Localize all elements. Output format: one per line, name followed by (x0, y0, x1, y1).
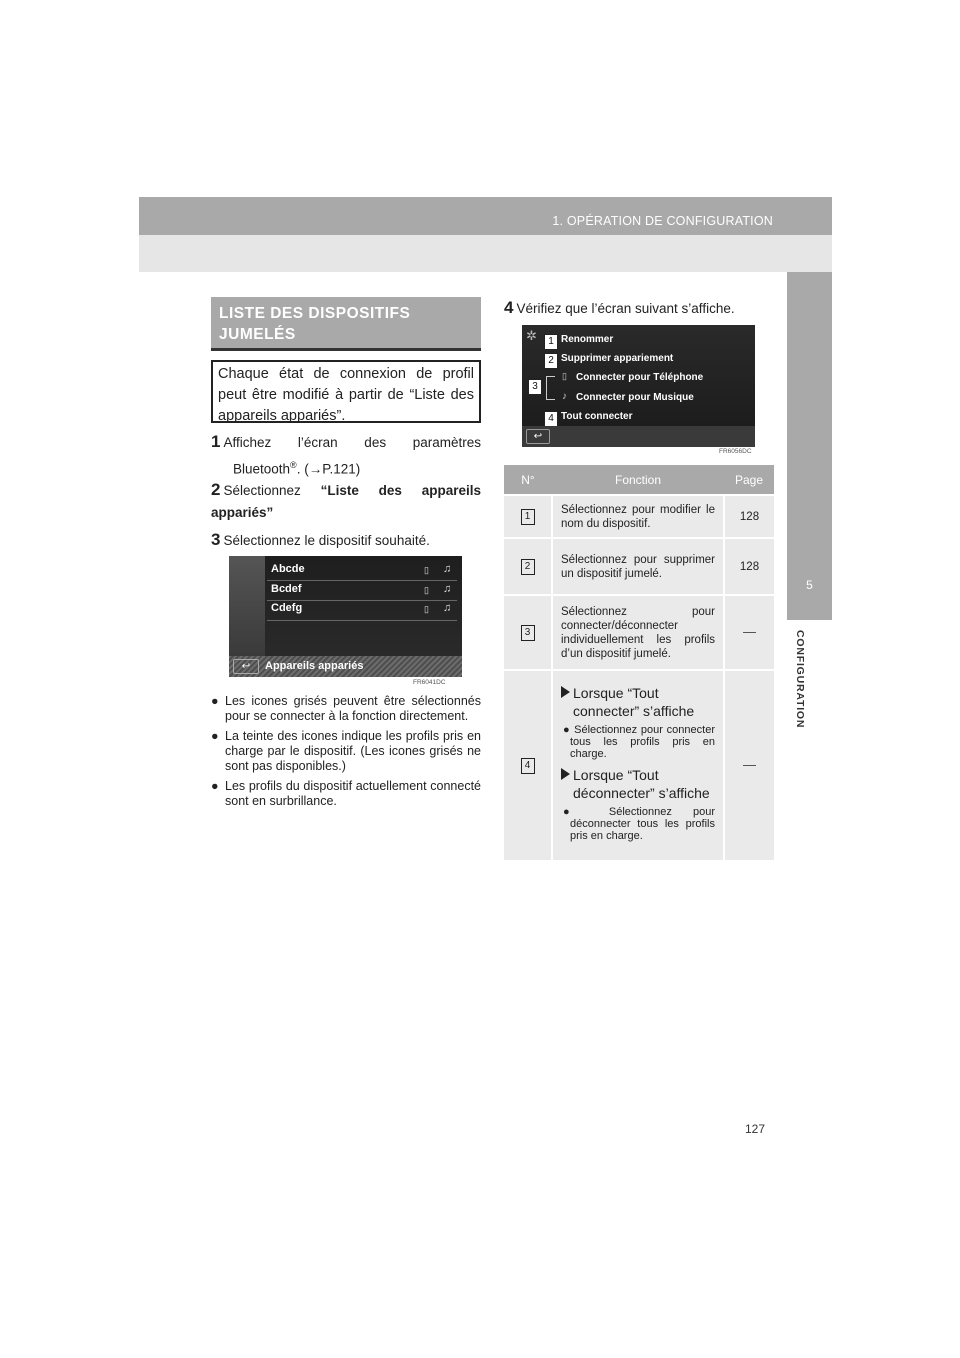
table-row (504, 538, 774, 595)
step-number: 4 (504, 298, 514, 317)
triangle-icon (561, 768, 570, 780)
bullet-icon: ● (211, 729, 219, 743)
step-number: 3 (211, 530, 221, 549)
menu-item-connect-music[interactable]: Connecter pour Musique (576, 392, 694, 403)
section-underline (211, 348, 481, 351)
back-icon: ↩ (241, 661, 251, 672)
number-box: 2 (521, 559, 535, 575)
menu-item-delete-pairing[interactable]: Supprimer appariement (561, 353, 674, 364)
function-table (504, 465, 774, 860)
step-4 (504, 297, 774, 320)
triangle-icon (561, 686, 570, 698)
dash (743, 765, 756, 766)
row-page[interactable]: 128 (724, 538, 774, 595)
list-item (211, 779, 481, 809)
step-3 (211, 529, 481, 552)
note-text: La teinte des icones indique les profils pris en charge par le dispositif. (Les icones grisés ne sont pas disponibles.) (225, 729, 481, 773)
step-text-bold: “Liste des appareils appariés” (211, 483, 481, 520)
screen-side-panel (229, 556, 265, 656)
table-header-row (504, 465, 774, 495)
table-row (504, 495, 774, 538)
music-icon[interactable]: ♫ (443, 602, 452, 614)
phone-icon: ▯ (562, 371, 567, 381)
callout-2: 2 (544, 353, 558, 369)
callout-4: 4 (544, 411, 558, 427)
note-text: Les icones grisés peuvent être sélectionnés pour se connecter à la fonction directement. (225, 694, 481, 723)
step-text-cont: . ( (296, 461, 309, 477)
page-ref-link[interactable]: P.121) (322, 461, 361, 477)
menu-item-connect-all[interactable]: Tout connecter (561, 411, 633, 422)
subheading (561, 766, 715, 802)
divider (267, 580, 457, 581)
menu-item-connect-phone[interactable]: Connecter pour Téléphone (576, 372, 704, 383)
screen-title: Appareils appariés (265, 660, 364, 672)
back-button[interactable] (233, 659, 259, 674)
music-icon[interactable]: ♫ (443, 583, 452, 595)
divider (267, 600, 457, 601)
phone-icon[interactable]: ▯ (424, 565, 429, 575)
callout-bracket (546, 376, 555, 400)
step-number: 2 (211, 480, 221, 499)
column-header-page: Page (724, 465, 774, 495)
table-row (504, 595, 774, 670)
device-item[interactable]: Bcdef (271, 583, 302, 595)
column-header-number: N° (504, 465, 552, 495)
bullet-text: Sélectionnez pour connecter tous les profils pris en charge. (570, 723, 715, 760)
row-number (504, 670, 552, 860)
list-item (561, 724, 715, 760)
table-row (504, 670, 774, 860)
side-tab-number: 5 (806, 578, 813, 592)
row-number (504, 595, 552, 670)
step-text: Affichez l’écran des paramètres (223, 435, 481, 450)
row-page (724, 670, 774, 860)
step-text-cont: Bluetooth (233, 461, 291, 477)
bluetooth-settings-icon: ✲ (526, 328, 537, 343)
row-function: Sélectionnez pour connecter/déconnecter individuellement les profils d’un dispositif jumelé. (552, 595, 724, 670)
back-icon: ↩ (533, 431, 543, 442)
screen-paired-devices (229, 556, 462, 677)
device-item[interactable]: Abcde (271, 563, 305, 575)
row-function (552, 670, 724, 860)
phone-icon[interactable]: ▯ (424, 585, 429, 595)
bottom-bar (522, 426, 755, 447)
dash (743, 632, 756, 633)
section-intro: Chaque état de connexion de profil peut être modifié à partir de “Liste des appareils appariés”. (211, 360, 481, 423)
step-2 (211, 479, 481, 524)
back-button[interactable] (526, 429, 550, 444)
divider (267, 620, 457, 621)
number-box: 3 (521, 625, 535, 641)
number-box: 1 (521, 509, 535, 525)
column-header-function: Fonction (552, 465, 724, 495)
bullet-icon: ● (563, 805, 588, 818)
step-text: Vérifiez que l’écran suivant s’affiche. (516, 301, 735, 316)
step-text: Sélectionnez le dispositif souhaité. (223, 533, 430, 548)
page-number: 127 (745, 1122, 766, 1136)
music-icon[interactable]: ♫ (443, 563, 452, 575)
screen-device-options (522, 325, 755, 447)
phone-icon[interactable]: ▯ (424, 604, 429, 614)
callout-3: 3 (528, 379, 542, 395)
subheading (561, 684, 715, 720)
row-number (504, 538, 552, 595)
callout-1: 1 (544, 334, 558, 350)
step-number: 1 (211, 432, 221, 451)
subheading-text: Lorsque “Tout connecter” s’affiche (573, 684, 695, 719)
row-page[interactable]: 128 (724, 495, 774, 538)
side-tab-label: CONFIGURATION (794, 630, 806, 729)
registered-mark: ® (290, 460, 297, 470)
figure-id: FR6041DC (413, 679, 446, 686)
subheading-text: Lorsque “Tout déconnecter” s’affiche (573, 766, 710, 801)
section-title: LISTE DES DISPOSITIFS JUMELÉS (211, 297, 481, 351)
side-tab (787, 272, 832, 620)
chapter-title: 1. OPÉRATION DE CONFIGURATION (552, 214, 773, 228)
row-function: Sélectionnez pour supprimer un dispositif jumelé. (552, 538, 724, 595)
note-text: Les profils du dispositif actuellement connecté sont en surbrillance. (225, 779, 481, 808)
list-item (211, 694, 481, 724)
bullet-icon: ● (563, 723, 571, 736)
number-box: 4 (521, 758, 535, 774)
row-number (504, 495, 552, 538)
bullet-icon: ● (211, 779, 219, 793)
bullet-text: Sélectionnez pour déconnecter tous les profils pris en charge. (570, 805, 715, 842)
bullet-icon: ● (211, 694, 219, 708)
row-page (724, 595, 774, 670)
row-function: Sélectionnez pour modifier le nom du dispositif. (552, 495, 724, 538)
music-icon: ♪ (562, 391, 567, 402)
menu-item-rename[interactable]: Renommer (561, 334, 614, 345)
list-item (561, 806, 715, 842)
header-subband (139, 235, 832, 272)
step-1 (211, 431, 481, 481)
list-item (211, 729, 481, 774)
notes-list (211, 694, 481, 809)
arrow-icon: → (308, 461, 323, 477)
step-text: Sélectionnez (223, 483, 321, 498)
device-item[interactable]: Cdefg (271, 602, 303, 614)
figure-id: FR6056DC (719, 448, 752, 455)
